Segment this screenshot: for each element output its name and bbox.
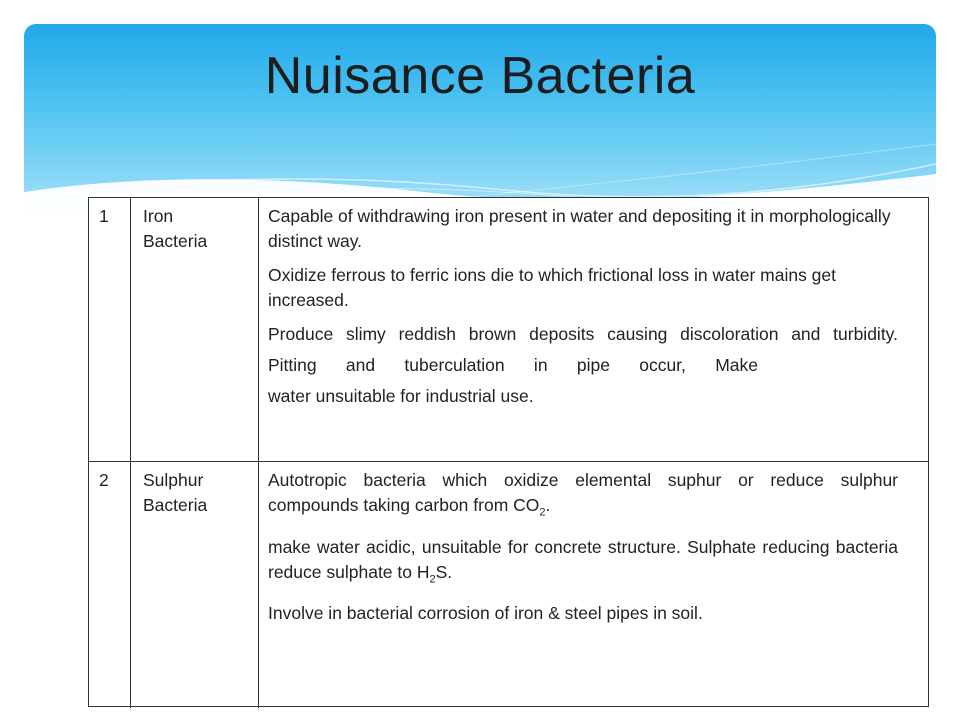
description-text-end: . [545,495,551,515]
description-paragraph: water unsuitable for industrial use. [268,386,534,406]
description-paragraph: Capable of withdrawing iron present in water and depositing it in morphologically distinct way. [268,206,891,251]
bacteria-name: Iron Bacteria [143,206,208,251]
row-number-cell [89,198,131,461]
row-number: 2 [99,470,109,490]
description-paragraph: Involve in bacterial corrosion of iron & steel pipes in soil. [268,603,703,623]
description-paragraph: Oxidize ferrous to ferric ions die to which frictional loss in water mains get increased. [268,265,837,310]
bacteria-name-cell [131,198,259,461]
description-cell [259,198,928,461]
subscript: 2 [539,506,546,519]
description-paragraph: Produce slimy reddish brown deposits causing discoloration and turbidity. [268,324,898,344]
description-text: Autotropic bacteria which oxidize elemental suphur or reduce sulphur compounds taking carbon from CO [268,470,898,515]
row-number-cell [89,462,131,708]
description-cell [259,462,928,708]
bacteria-table [88,197,929,707]
description-text: Pitting and tuberculation in pipe occur, Make [268,355,758,375]
table-row [89,462,928,708]
bacteria-name: Sulphur Bacteria [143,470,208,515]
table-row [89,198,928,462]
subscript: 2 [429,573,436,585]
row-number: 1 [99,206,109,226]
description-paragraph [268,468,898,526]
bacteria-name-cell [131,462,259,708]
description-text-end: S. [435,561,453,582]
description-paragraph [268,353,758,378]
slide-title: Nuisance Bacteria [264,47,696,105]
description-paragraph [268,535,898,593]
description-text: make water acidic, unsuitable for concrete structure. Sulphate reducing bacteria reduce sulphate to H [268,536,898,582]
